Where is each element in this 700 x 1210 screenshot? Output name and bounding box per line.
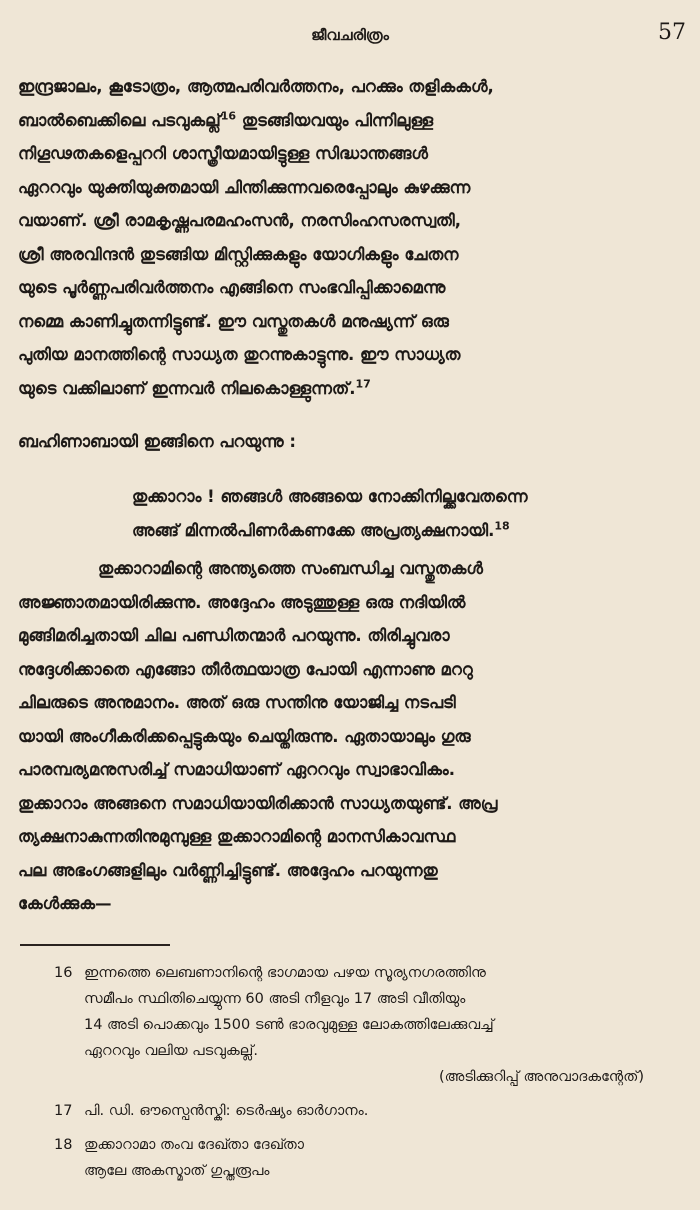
footnote-text: 14 അടി പൊക്കവും 1500 ടൺ ഭാരവുമുള്ള ലോകത്തിലേക്കുവച്ച്	[84, 1017, 494, 1033]
text-line: തുക്കാറാമിന്റെ അന്ത്യത്തെ സംബന്ധിച്ച വസ്തുതകൾ	[98, 559, 483, 578]
text-line: ചിലരുടെ അനുമാനം. അത് ഒരു സന്തിനു യോജിച്ച നടപടി	[18, 693, 456, 712]
paragraph-3	[18, 552, 686, 921]
footnote-divider	[20, 944, 170, 946]
text-line: നിഗൂഢതകളെപ്പററി ശാസ്ത്രീയമായിട്ടുള്ള സിദ്ധാന്തങ്ങൾ	[18, 144, 428, 163]
text-line: ഏററവും യുക്തിയുക്തമായി ചിന്തിക്കുന്നവരെപ്പോലും കുഴക്കുന്ന	[18, 177, 471, 197]
footnote-ref-17: 17	[355, 377, 371, 390]
text-line: ശ്രീ അരവിന്ദൻ തുടങ്ങിയ മിസ്റ്റിക്കുകളും യോഗികളും ചേതന	[18, 244, 459, 264]
text-line: യുടെ പൂർണ്ണപരിവർത്തനം എങ്ങിനെ സംഭവിപ്പിക്കാമെന്നു	[18, 278, 446, 297]
running-header: ജീവചരിത്രം	[311, 26, 389, 44]
footnote-17	[54, 1098, 674, 1124]
footnote-number: 16	[54, 965, 73, 981]
text-line: കേൾക്കുക—	[18, 894, 112, 913]
footnote-text: തുക്കാറാമാ തംവ ദേഖ്താ ദേഖ്താ	[84, 1137, 305, 1153]
footnote-ref-16: 16	[220, 109, 237, 122]
footnote-attribution: (അടിക്കുറിപ്പ് അനുവാദകന്റേത്)	[438, 1069, 644, 1085]
text-line	[18, 372, 686, 406]
text-line: വയാണ്. ശ്രീ രാമകൃഷ്ണപരമഹംസൻ, നരസിംഹസരസ്വതി,	[18, 211, 461, 230]
text-line: തുക്കാറാം അങ്ങനെ സമാധിയായിരിക്കാൻ സാധ്യതയുണ്ട്. അപ്ര	[18, 793, 498, 813]
footnote-number: 17	[54, 1103, 73, 1119]
text-line: പാരമ്പര്യമനുസരിച്ച് സമാധിയാണ് ഏററവും സ്വാഭാവികം.	[18, 760, 455, 779]
text-line: യായി അംഗീകരിക്കപ്പെട്ടുകയും ചെയ്തിരുന്നു. ഏതായാലും ഗുരു	[18, 726, 471, 746]
text-line: അജ്ഞാതമായിരിക്കുന്നു. അദ്ദേഹം അടുത്തുള്ള ഒരു നദിയിൽ	[18, 592, 466, 612]
quote-line	[132, 514, 692, 548]
page-number: 57	[658, 20, 686, 45]
footnote-text: ഇന്നത്തെ ലെബണാനിന്റെ ഭാഗമായ പഴയ സൂര്യനഗരത്തിനു	[84, 965, 486, 981]
block-quote	[132, 480, 692, 547]
text-line-part: ബാൽബെക്കിലെ പടവുകല്ല്	[18, 110, 221, 130]
text-line: ത്യക്ഷനാകുന്നതിനുമുമ്പുള്ള തുക്കാറാമിന്റെ മാനസികാവസ്ഥ	[18, 827, 456, 846]
footnote-text: പി. ഡി. ഔസ്പെൻസ്കി: ടെർഷ്യം ഓർഗാനം.	[84, 1103, 369, 1119]
text-line: പല അഭംഗങ്ങളിലും വർണ്ണിച്ചിട്ടുണ്ട്. അദ്ദേഹം പറയുന്നതു	[18, 860, 438, 880]
paragraph-2: ബഹിണാബായി ഇങ്ങിനെ പറയുന്നു :	[18, 432, 296, 451]
footnote-18	[54, 1132, 674, 1184]
text-line-part: യുടെ വക്കിലാണ് ഇന്നവർ നിലകൊള്ളുന്നത്.	[18, 378, 356, 398]
footnote-text: ആലേ അകസ്മാത് ഗുപ്തരൂപം	[84, 1163, 270, 1179]
text-line: നുദ്ദേശിക്കാതെ എങ്ങോ തീർത്ഥയാത്ര പോയി എന്നാണു മററു	[18, 659, 473, 679]
footnotes	[54, 960, 674, 1192]
text-line: പുതിയ മാനത്തിന്റെ സാധ്യത തുറന്നുകാട്ടുന്നു. ഈ സാധ്യത	[18, 345, 461, 364]
text-line: നമ്മെ കാണിച്ചുതന്നിട്ടുണ്ട്. ഈ വസ്തുതകൾ മനുഷ്യന്ന് ഒരു	[18, 311, 449, 331]
text-line: മുങ്ങിമരിച്ചതായി ചില പണ്ഡിതന്മാർ പറയുന്നു. തിരിച്ചുവരാ	[18, 626, 450, 645]
text-line	[18, 104, 686, 138]
quote-line: തുക്കാറാം ! ഞങ്ങൾ അങ്ങയെ നോക്കിനില്ക്കവേതന്നെ	[132, 487, 528, 506]
text-line-part: അങ്ങ് മിന്നൽപിണർകണക്കേ അപ്രത്യക്ഷനായി.	[132, 520, 495, 540]
text-line: ഇന്ദ്രജാലം, കൂടോത്രം, ആത്മപരിവർത്തനം, പറക്കും തളികകൾ,	[18, 77, 494, 96]
footnote-ref-18: 18	[494, 519, 510, 532]
text-line-part: തുടങ്ങിയവയും പിന്നിലുള്ള	[241, 110, 434, 130]
footnote-number: 18	[54, 1137, 73, 1153]
footnote-16	[54, 960, 674, 1090]
footnote-text: ഏററവും വലിയ പടവുകല്ല്.	[84, 1043, 258, 1059]
paragraph-1	[18, 70, 686, 405]
footnote-text: സമീപം സ്ഥിതിചെയ്യുന്ന 60 അടി നീളവും 17 അടി വീതിയും	[84, 991, 466, 1007]
